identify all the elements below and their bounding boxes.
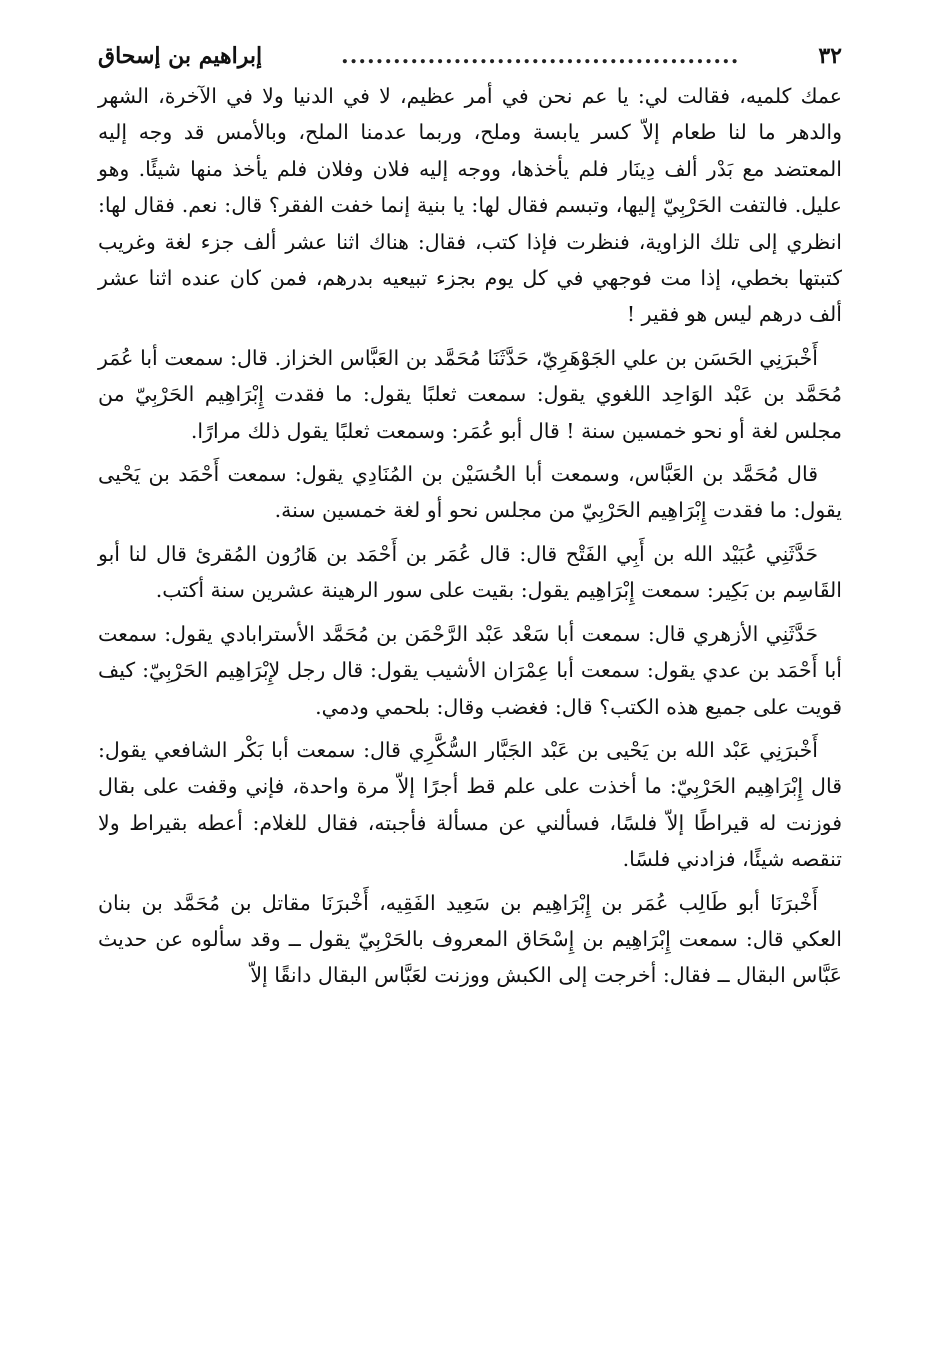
page-body [98, 78, 842, 994]
paragraph: أَخْبرَنِي عَبْد الله بن يَحْيى بن عَبْد الجَبَّار السُّكَّرِي قال: سمعت أبا بَكْر الشافعي يقول: قال إِبْرَاهِيم الحَرْبِيّ: ما أخذت على علم قط أجرًا إلاّ مرة واحدة، فإني وقفت على بقال فوزنت له قيراطًا إلاّ فلسًا، فسألني عن مسألة فأجبته، فقال للغلام: أعطه بقيراط ولا تنقصه شيئًا، فزادني فلسًا. [98, 737, 842, 872]
page-header [98, 36, 842, 78]
page-number: ٣٢ [818, 43, 842, 69]
paragraph: أَخْبرَنِي الحَسَن بن علي الجَوْهَرِيّ، حَدَّثَنَا مُحَمَّد بن العَبَّاس الخزاز. قال: سمعت أبا عُمَر مُحَمَّد بن عَبْد الوَاحِد اللغوي يقول: سمعت ثعلبًا يقول: ما فقدت إِبْرَاهِيم الحَرْبِيّ من مجلس لغة أو نحو خمسين سنة ! قال أبو عُمَر: وسمعت ثعلبًا يقول ذلك مرارًا. [98, 345, 842, 443]
header-leader-dots: .............................................. [341, 43, 740, 69]
book-page [98, 36, 842, 994]
paragraph: قال مُحَمَّد بن العَبَّاس، وسمعت أبا الحُسَيْن بن المُنَادِي يقول: سمعت أَحْمَد بن يَحْيى يقول: ما فقدت إِبْرَاهِيم الحَرْبِيّ من مجلس نحو أو لغة خمسين سنة. [98, 462, 842, 523]
running-title: إبراهيم بن إسحاق [98, 43, 263, 69]
paragraph: حَدَّثَنِي عُبَيْد الله بن أَبِي الفَتْح قال: قال عُمَر بن أَحْمَد بن هَارُون المُقرئ قال لنا أبو القَاسِم بن بَكِير: سمعت إِبْرَاهِيم يقول: بقيت على سور الرهينة عشرين سنة أكتب. [98, 541, 842, 603]
paragraph: حَدَّثَنِي الأزهري قال: سمعت أبا سَعْد عَبْد الرَّحْمَن بن مُحَمَّد الأسترابادي يقول: سمعت أبا أَحْمَد بن عدي يقول: سمعت أبا عِمْرَان الأشيب يقول: قال رجل لإِبْرَاهِيم الحَرْبِيّ: كيف قويت على جميع هذه الكتب؟ قال: فغضب وقال: بلحمي ودمي. [98, 621, 842, 719]
paragraph: أَخْبرَنَا أبو طَالِب عُمَر بن إِبْرَاهِيم بن سَعِيد الفَقِيه، أَخْبرَنَا مقاتل بن مُحَمَّد بن بنان العكي قال: سمعت إِبْرَاهِيم بن إِسْحَاق المعروف بالحَرْبِيّ يقول ــ وقد سألوه عن حديث عَبَّاس البقال ــ فقال: أخرجت إلى الكبش ووزنت لعَبَّاس البقال دانقًا إلاّ [98, 890, 842, 988]
paragraph-continuation: عمك كلميه، فقالت لي: يا عم نحن في أمر عظيم، لا في الدنيا ولا في الآخرة، الشهر والدهر ما لنا طعام إلاّ كسر يابسة وملح، وربما عدمنا الملح، وبالأمس قد وجه إليه المعتضد مع بَدْر ألف دِينَار فلم يأخذها، ووجه إليه فلان وفلان فلم يأخذ منها شيئًا. وهو عليل. فالتفت الحَرْبِيّ إليها، وتبسم فقال لها: يا بنية إنما خفت الفقر؟ قال: نعم. فقال لها: انظري إلى تلك الزاوية، فنظرت فإذا كتب، فقال: هناك اثنا عشر ألف جزء لغة وغريب كتبتها بخطي، إذا مت فوجهي في كل يوم بجزء تبيعيه بدرهم، فمن كان عنده اثنا عشر ألف درهم ليس هو فقير ! [98, 84, 843, 327]
